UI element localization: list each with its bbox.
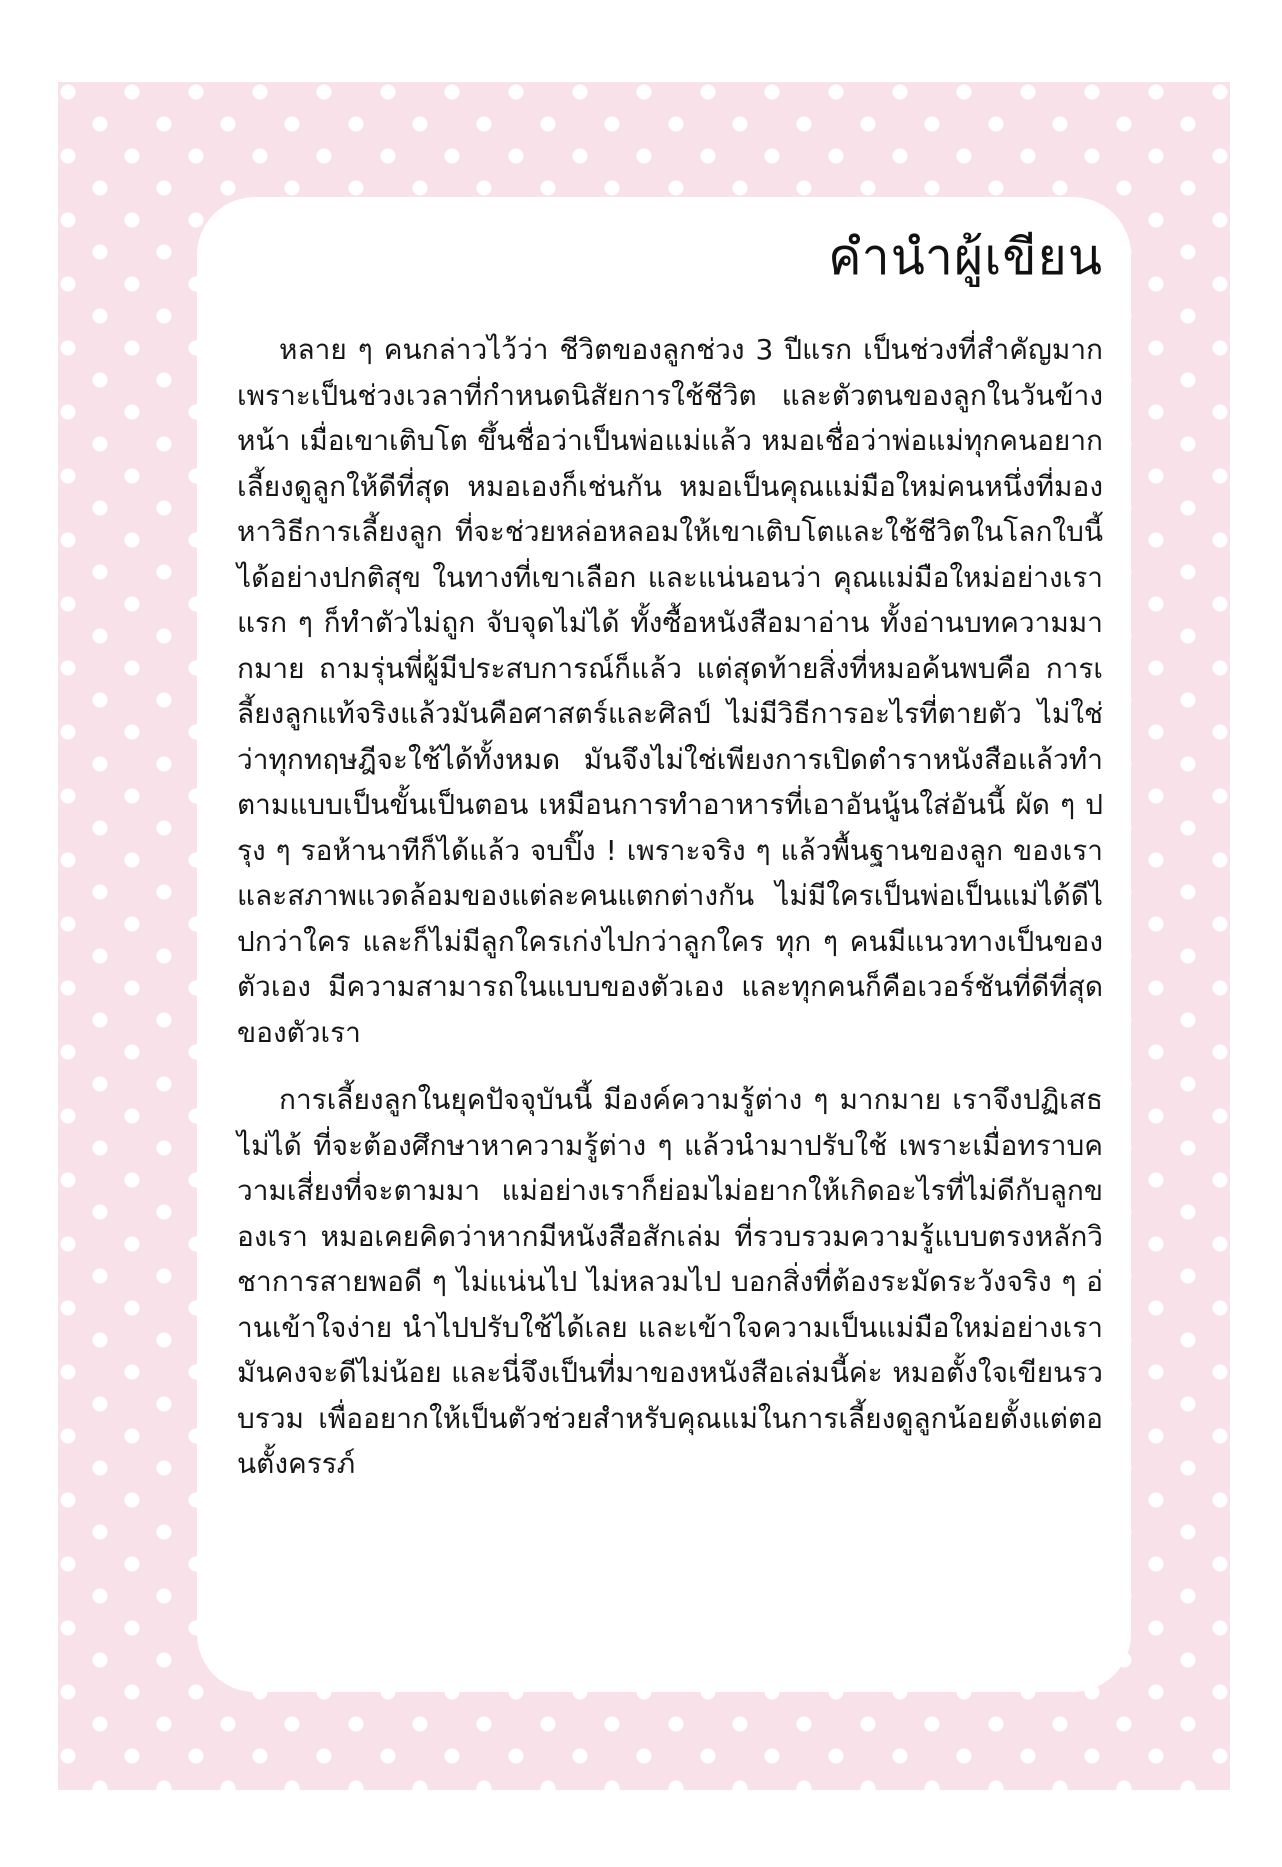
page-title: คำนำผู้เขียน [828,228,1103,286]
paragraph-2: การเลี้ยงลูกในยุคปัจจุบันนี้ มีองค์ความรู้ต่าง ๆ มากมาย เราจึงปฏิเสธไม่ได้ ที่จะต้องศึกษาหาความรู้ต่าง ๆ แล้วนำมาปรับใช้ เพราะเมื่อทราบความเสี่ยงที่จะตามมา แม่อย่างเราก็ย่อมไม่อยากให้เกิดอะไรที่ไม่ดีกับลูกของเรา หมอเคยคิดว่าหากมีหนังสือสักเล่ม ที่รวบรวมความรู้แบบตรงหลักวิชาการสายพอดี ๆ ไม่แน่นไป ไม่หลวมไป บอกสิ่งที่ต้องระมัดระวังจริง ๆ อ่านเข้าใจง่าย นำไปปรับใช้ได้เลย และเข้าใจความเป็นแม่มือใหม่อย่างเรา มันคงจะดีไม่น้อย และนี่จึงเป็นที่มาของหนังสือเล่มนี้ค่ะ หมอตั้งใจเขียนรวบรวม เพื่ออยากให้เป็นตัวช่วยสำหรับคุณแม่ในการเลี้ยงดูลูกน้อยตั้งแต่ตอนตั้งครรภ์ [237,1083,1103,1480]
paragraph-1: หลาย ๆ คนกล่าวไว้ว่า ชีวิตของลูกช่วง 3 ปีแรก เป็นช่วงที่สำคัญมาก เพราะเป็นช่วงเวลาที่กำหนดนิสัยการใช้ชีวิต และตัวตนของลูกในวันข้างหน้า เมื่อเขาเติบโต ขึ้นชื่อว่าเป็นพ่อแม่แล้ว หมอเชื่อว่าพ่อแม่ทุกคนอยากเลี้ยงดูลูกให้ดีที่สุด หมอเองก็เช่นกัน หมอเป็นคุณแม่มือใหม่คนหนึ่งที่มองหาวิธีการเลี้ยงลูก ที่จะช่วยหล่อหลอมให้เขาเติบโตและใช้ชีวิตในโลกใบนี้ได้อย่างปกติสุข ในทางที่เขาเลือก และแน่นอนว่า คุณแม่มือใหม่อย่างเรา แรก ๆ ก็ทำตัวไม่ถูก จับจุดไม่ได้ ทั้งซื้อหนังสือมาอ่าน ทั้งอ่านบทความมากมาย ถามรุ่นพี่ผู้มีประสบการณ์ก็แล้ว แต่สุดท้ายสิ่งที่หมอค้นพบคือ การเลี้ยงลูกแท้จริงแล้วมันคือศาสตร์และศิลป์ ไม่มีวิธีการอะไรที่ตายตัว ไม่ใช่ว่าทุกทฤษฎีจะใช้ได้ทั้งหมด มันจึงไม่ใช่เพียงการเปิดตำราหนังสือแล้วทำตามแบบเป็นขั้นเป็นตอน เหมือนการทำอาหารที่เอาอันนู้นใส่อันนี้ ผัด ๆ ปรุง ๆ รอห้านาทีก็ได้แล้ว จบปิ๊ง ! เพราะจริง ๆ แล้วพื้นฐานของลูก ของเรา และสภาพแวดล้อมของแต่ละคนแตกต่างกัน ไม่มีใครเป็นพ่อเป็นแม่ได้ดีไปกว่าใคร และก็ไม่มีลูกใครเก่งไปกว่าลูกใคร ทุก ๆ คนมีแนวทางเป็นของตัวเอง มีความสามารถในแบบของตัวเอง และทุกคนก็คือเวอร์ชันที่ดีที่สุดของตัวเรา [237,333,1103,1049]
page-card [197,197,1131,1692]
